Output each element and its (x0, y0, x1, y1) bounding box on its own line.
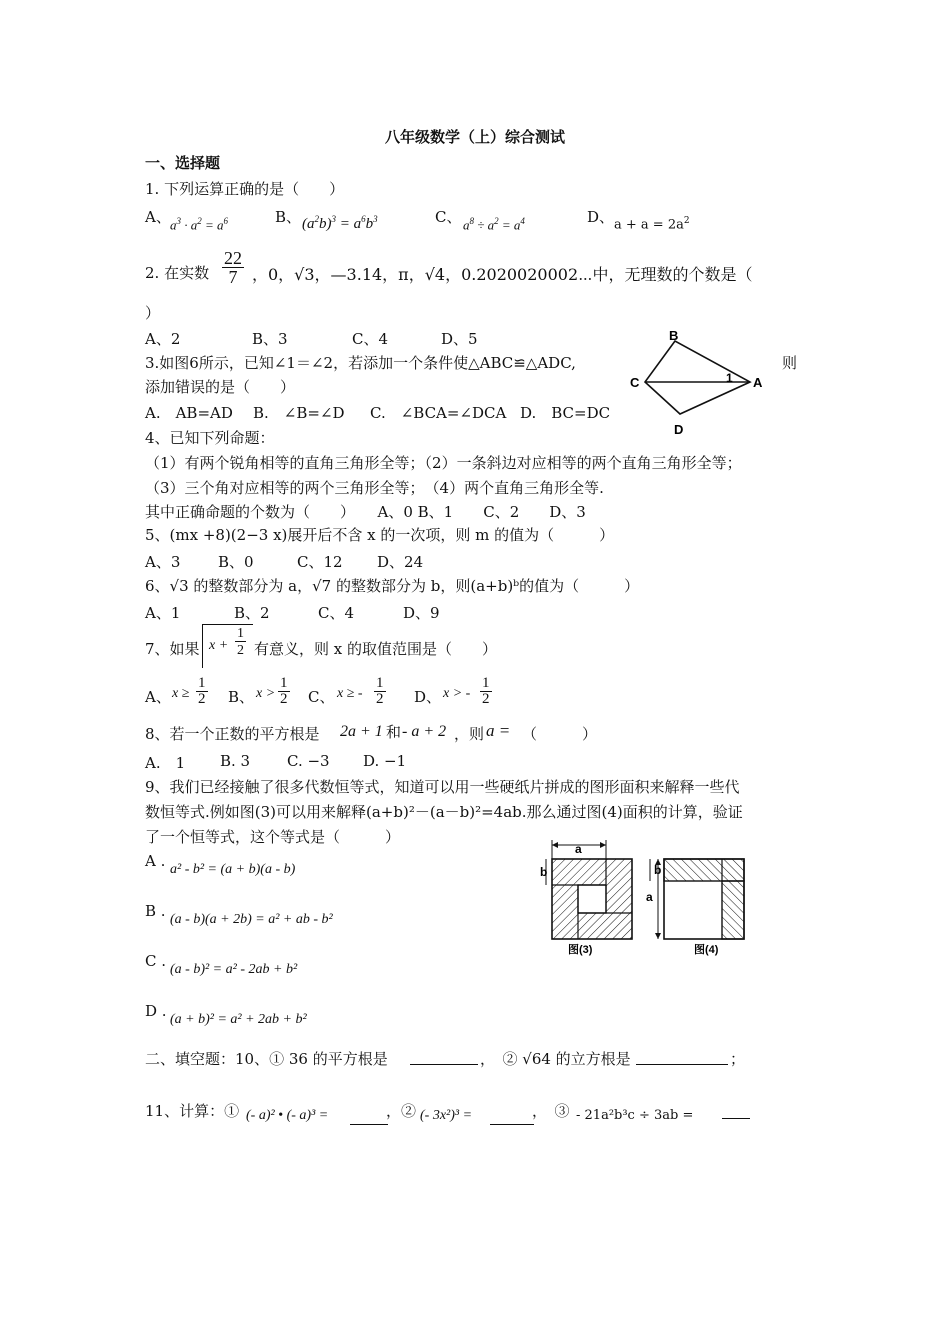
q4-line3: 其中正确命题的个数为（ ） A、0 B、1 C、2 D、3 (145, 503, 586, 521)
q7-rad-den: 2 (237, 643, 244, 658)
q7-opt-a-expr: x ≥ (172, 686, 190, 701)
q7-opt-d-num: 1 (482, 675, 490, 691)
page-title: 八年级数学（上）综合测试 (384, 128, 565, 146)
section-heading-choice: 一、选择题 (145, 154, 221, 172)
q4-line1: （1）有两个锐角相等的直角三角形全等；（2）一条斜边对应相等的两个直角三角形全等； (145, 454, 742, 472)
q11-blank-1[interactable] (350, 1124, 388, 1125)
q1-stem: 1. 下列运算正确的是（ ） (145, 180, 345, 198)
q1-a-expr: $a^3 \cdot a^2 = a^6$ (170, 216, 229, 233)
q11-blank-3[interactable] (722, 1118, 750, 1119)
q9-opt-b-expr: (a - b)(a + 2b) = a² + ab - b² (170, 912, 333, 927)
q5-option-c: C、12 (297, 553, 343, 571)
figure-3 (540, 840, 632, 956)
q8-and: 和 (386, 723, 402, 741)
q9-opt-a-expr: a² - b² = (a + b)(a - b) (170, 862, 296, 877)
q5-option-b: B、0 (218, 553, 254, 571)
q4-line2: （3）三个角对应相等的两个三角形全等； （4）两个直角三角形全等. (145, 479, 604, 497)
q7-opt-c-label: C、 (308, 688, 335, 706)
q10-mid: ， ② √64 的立方根是 (480, 1050, 631, 1068)
q8-then: ，则 (454, 725, 485, 743)
q3-line2: 添加错误的是（ ） (145, 378, 296, 396)
q9-line1: 9、我们已经接触了很多代数恒等式，知道可以用一些硬纸片拼成的图形面积来解释一些代 (145, 778, 740, 796)
q8-stem1: 8、若一个正数的平方根是 (145, 725, 320, 743)
fig3-caption: 图(3) (568, 944, 593, 956)
q3-label-c: C (630, 375, 640, 390)
fig4-caption: 图(4) (694, 944, 719, 956)
q7-opt-a-label: A、 (145, 688, 171, 706)
q7-opt-d-expr: x > - (443, 686, 471, 701)
q9-line2: 数恒等式.例如图(3)可以用来解释(a+b)²－(a－b)²=4ab.那么通过图(4)面积的计算，验证 (145, 803, 743, 821)
q8-expr2: - a + 2 (402, 723, 447, 740)
q2-frac-num: 22 (224, 248, 242, 268)
q7-opt-a-den: 2 (198, 691, 206, 707)
q10-end: ； (730, 1050, 746, 1068)
q3-label-angle1: 1 (726, 371, 733, 385)
q8-expr3: a = (486, 721, 511, 740)
q2-option-c: C、4 (352, 330, 389, 348)
q7-opt-a-frac (196, 676, 208, 707)
q9-opt-c-label: C . (145, 952, 167, 970)
q1-c-label: C、 (435, 208, 462, 226)
q2-frac-den: 7 (228, 267, 238, 287)
q7-opt-b-label: B、 (228, 688, 255, 706)
q2-pre: 2. 在实数 (145, 264, 210, 282)
q7-opt-b-expr: x > (256, 686, 276, 701)
q1-a-label: A、 (145, 208, 171, 226)
q3-label-b: B (669, 328, 679, 343)
q9-opt-c-expr: (a - b)² = a² - 2ab + b² (170, 962, 298, 977)
q10-blank-1[interactable] (410, 1064, 478, 1065)
q3-then: 则 (782, 354, 798, 372)
q7-opt-b-num: 1 (280, 675, 288, 691)
q8-option-d: D. −1 (363, 752, 407, 770)
q1-option-a (145, 206, 171, 227)
q3-option-d: D. BC=DC (520, 404, 611, 422)
q1-c-expr: $a^8 \div a^2 = a^4$ (463, 216, 525, 233)
q7-pre: 7、如果 (145, 640, 200, 658)
q9-area-figures (538, 835, 748, 960)
q6-stem: 6、√3 的整数部分为 a，√7 的整数部分为 b，则(a+b)ᵇ的值为（ ） (145, 577, 640, 595)
q3-label-d: D (674, 422, 684, 437)
q9-opt-b-label: B . (145, 902, 166, 920)
q3-option-c: C. ∠BCA=∠DCA (370, 404, 507, 422)
q7-opt-c-den: 2 (376, 691, 384, 707)
q2-option-b: B、3 (252, 330, 288, 348)
q5-stem: 5、(mx +8)(2−3 x)展开后不含 x 的一次项，则 m 的值为（ ） (145, 526, 615, 544)
q10-blank-2[interactable] (636, 1064, 728, 1065)
q7-opt-d-den: 2 (482, 691, 490, 707)
q7-opt-d-frac (480, 676, 492, 707)
q7-opt-b-frac (278, 676, 290, 707)
q7-opt-c-num: 1 (376, 675, 384, 691)
q1-b-expr: $(a^2b)^3 = a^6b^3$ (302, 214, 378, 232)
fig4-label-b: b (654, 863, 662, 877)
q4-stem: 4、已知下列命题： (145, 429, 275, 447)
q11-expr1: (- a)² • (- a)³ = (246, 1108, 329, 1123)
q7-opt-c-frac (374, 676, 386, 707)
figure-4 (646, 859, 744, 956)
q7-rad-num: 1 (237, 626, 244, 641)
q11-pre: 11、计算：① (145, 1102, 240, 1120)
q8-option-b: B. 3 (220, 752, 251, 770)
q7-opt-a-num: 1 (198, 675, 206, 691)
fig4-label-a: a (646, 890, 653, 904)
q5-option-d: D、24 (377, 553, 424, 571)
q6-option-c: C、4 (318, 604, 355, 622)
q3-line1: 3.如图6所示，已知∠1＝∠2，若添加一个条件使△ABC≌△ADC, (145, 354, 576, 372)
q11-e3pre: ， ③ (532, 1102, 570, 1120)
q7-opt-d-label: D、 (414, 688, 442, 706)
q7-rad-x: x + (209, 638, 229, 653)
q6-option-a: A、1 (145, 604, 181, 622)
q1-d-label: D、 (587, 208, 615, 226)
q5-option-a: A、3 (145, 553, 181, 571)
q2-cont: ） (145, 304, 161, 322)
q8-option-a: A. 1 (145, 754, 186, 772)
q11-expr2: (- 3x²)³ = (420, 1108, 473, 1123)
q3-option-a: A. AB=AD (145, 404, 233, 422)
q8-paren: （ ） (522, 725, 598, 743)
q7-opt-b-den: 2 (280, 691, 288, 707)
q1-d-expr: $a + a = 2a^2$ (614, 216, 690, 233)
q8-option-c: C. −3 (287, 752, 330, 770)
q2-option-a: A、2 (145, 330, 181, 348)
q7-opt-c-expr: x ≥ - (337, 686, 363, 701)
q3-label-a: A (753, 375, 763, 390)
fig3-label-a: a (575, 842, 582, 856)
q10-pre: 二、填空题：10、① 36 的平方根是 (145, 1050, 388, 1068)
q6-option-d: D、9 (403, 604, 440, 622)
q8-expr1: 2a + 1 (340, 723, 383, 740)
q9-opt-d-label: D . (145, 1002, 167, 1020)
q2-option-d: D、5 (441, 330, 478, 348)
q1-b-label: B、 (275, 208, 302, 226)
q3-triangle-figure (625, 326, 775, 438)
q9-opt-d-expr: (a + b)² = a² + 2ab + b² (170, 1012, 307, 1027)
q11-e2pre: ，② (386, 1102, 417, 1120)
q6-option-b: B、2 (234, 604, 270, 622)
q2-number-list: ，0，√3，—3.14，π，√4，0.2020020002⋯中，无理数的个数是（ (252, 265, 753, 284)
fig3-label-b: b (540, 865, 548, 879)
q7-radical (202, 624, 244, 668)
q9-line3: 了一个恒等式，这个等式是（ ） (145, 828, 401, 846)
q9-opt-a-label: A . (145, 852, 166, 870)
q3-option-b: B. ∠B=∠D (253, 404, 345, 422)
q11-blank-2[interactable] (490, 1124, 534, 1125)
q7-post: 有意义，则 x 的取值范围是（ ） (254, 640, 497, 658)
q11-expr3: - 21a²b³c ÷ 3ab = (576, 1108, 694, 1123)
q2-fraction (222, 249, 244, 286)
